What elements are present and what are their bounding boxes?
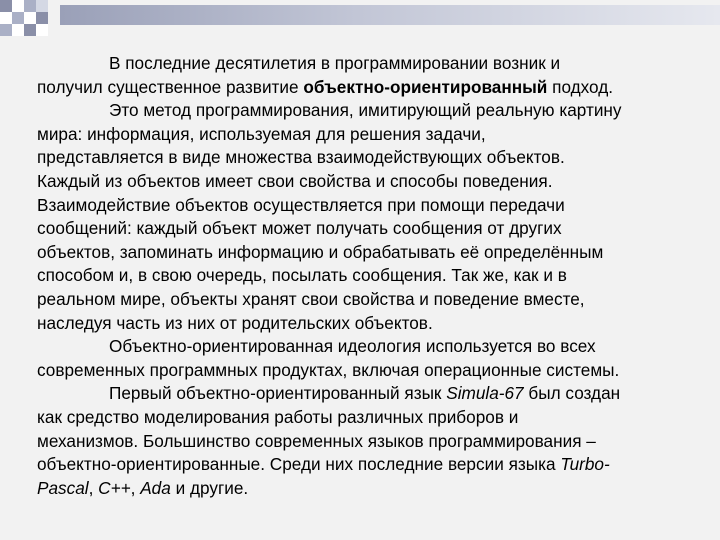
text-span: был создан	[523, 383, 621, 404]
text-line: как средство моделирования работы различных приборов и	[37, 406, 519, 427]
text-span: ,	[130, 477, 141, 498]
text-line: сообщений: каждый объект может получать сообщения от других	[37, 218, 562, 239]
text-span: получил существенное развитие	[37, 76, 304, 97]
text-line	[37, 477, 713, 501]
text-line: мира: информация, используемая для решения задачи,	[37, 123, 486, 144]
text-line	[37, 382, 713, 406]
text-span: подход.	[547, 76, 614, 97]
text-span: ,	[88, 477, 99, 498]
text-line: современных программных продуктах, включая операционные системы.	[37, 359, 620, 380]
text-line: наследуя часть из них от родительских объектов.	[37, 312, 433, 333]
italic-term: Simula-67	[446, 383, 524, 404]
italic-term: Ada	[140, 477, 171, 498]
paragraph-1	[37, 52, 713, 99]
text-line: способом и, в свою очередь, посылать сообщения. Так же, как и в	[37, 265, 567, 286]
text-line	[37, 76, 713, 100]
decorative-header-bar	[60, 5, 720, 25]
paragraph-2	[37, 99, 713, 335]
text-span: объектно-ориентированные. Среди них последние версии языка	[37, 454, 561, 475]
text-line: В последние десятилетия в программировании возник и	[109, 53, 561, 73]
text-line: реальном мире, объекты хранят свои свойства и поведение вместе,	[37, 288, 585, 309]
text-line: представляется в виде множества взаимодействующих объектов.	[37, 147, 565, 168]
bold-term: объектно-ориентированный	[303, 76, 548, 97]
italic-term: Pascal	[37, 477, 89, 498]
italic-term: C++	[98, 477, 131, 498]
italic-term: Turbo-	[560, 454, 610, 475]
slide-text-body	[37, 52, 713, 500]
decorative-squares	[0, 0, 60, 44]
text-line: Это метод программирования, имитирующий реальную картину	[109, 100, 622, 121]
paragraph-3	[37, 335, 713, 382]
text-span: Первый объектно-ориентированный язык	[109, 383, 447, 404]
text-line: объектов, запоминать информацию и обрабатывать её определённым	[37, 241, 604, 262]
text-line: Объектно-ориентированная идеология используется во всех	[109, 336, 596, 357]
text-line: Каждый из объектов имеет свои свойства и способы поведения.	[37, 170, 553, 191]
text-line: механизмов. Большинство современных языков программирования –	[37, 430, 596, 451]
text-span: и другие.	[170, 477, 249, 498]
text-line	[37, 453, 713, 477]
paragraph-4	[37, 382, 713, 500]
text-line: Взаимодействие объектов осуществляется при помощи передачи	[37, 194, 565, 215]
